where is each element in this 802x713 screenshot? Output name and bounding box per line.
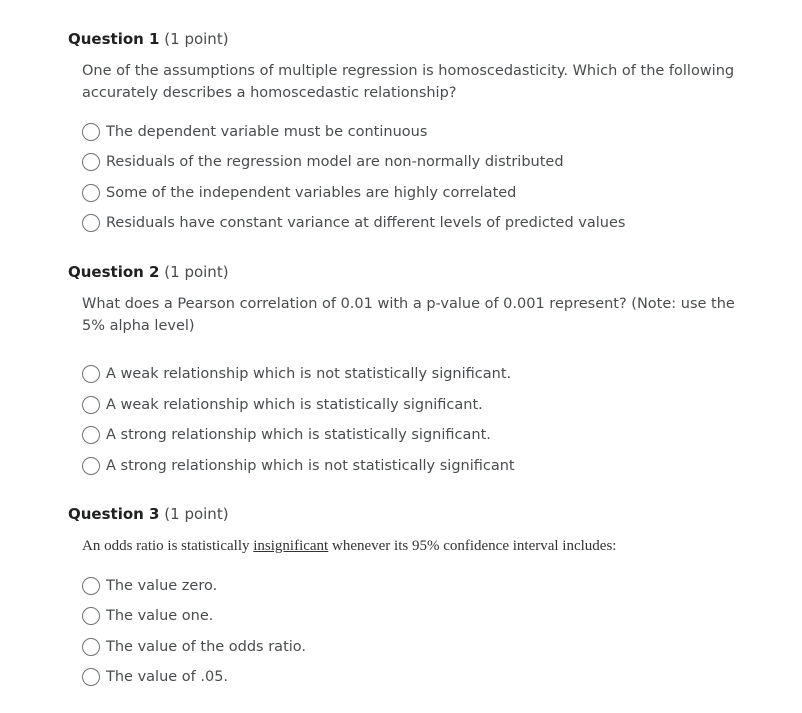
option-label: The value of the odds ratio. [106,639,307,655]
q1-option-3[interactable] [82,182,516,204]
q2-option-2[interactable] [82,394,483,416]
stem-text: An odds ratio is statistically [82,538,254,554]
option-label: Some of the independent variables are highly correlated [106,185,517,201]
option-label: The value one. [106,608,214,624]
question-label: Question 3 [68,505,160,523]
question-points: (1 point) [164,263,229,281]
question-1-title [68,29,229,49]
option-label: Residuals have constant variance at different levels of predicted values [106,215,626,231]
q2-option-3[interactable] [82,424,491,446]
q2-option-1[interactable] [82,363,511,385]
q1-option-4[interactable] [82,212,625,234]
radio-button[interactable] [82,365,100,383]
option-label: The dependent variable must be continuous [106,124,428,140]
question-3-stem [82,535,742,557]
q3-option-1[interactable] [82,575,217,597]
radio-button[interactable] [82,426,100,444]
option-label: Residuals of the regression model are non-normally distributed [106,154,564,170]
question-points: (1 point) [164,30,229,48]
question-3-title [68,504,229,524]
radio-button[interactable] [82,153,100,171]
radio-button[interactable] [82,668,100,686]
option-label: A weak relationship which is statistically significant. [106,397,483,413]
q1-option-1[interactable] [82,121,427,143]
q3-option-3[interactable] [82,636,306,658]
question-label: Question 1 [68,30,160,48]
radio-button[interactable] [82,638,100,656]
radio-button[interactable] [82,184,100,202]
q3-option-4[interactable] [82,666,228,688]
q2-option-4[interactable] [82,455,515,477]
option-label: The value of .05. [106,669,229,685]
stem-underlined-word: insignificant [253,538,329,554]
option-label: The value zero. [106,578,218,594]
question-label: Question 2 [68,263,160,281]
radio-button[interactable] [82,607,100,625]
radio-button[interactable] [82,396,100,414]
radio-button[interactable] [82,577,100,595]
question-2-title [68,262,229,282]
radio-button[interactable] [82,123,100,141]
option-label: A strong relationship which is not statistically significant [106,458,515,474]
question-points: (1 point) [164,505,229,523]
radio-button[interactable] [82,214,100,232]
question-1-stem: One of the assumptions of multiple regression is homoscedasticity. Which of the following accurately describes a homoscedastic relationship? [82,63,735,101]
option-label: A weak relationship which is not statistically significant. [106,366,512,382]
q1-option-2[interactable] [82,151,564,173]
stem-text: whenever its 95% confidence interval includes: [328,538,617,554]
radio-button[interactable] [82,457,100,475]
option-label: A strong relationship which is statistically significant. [106,427,491,443]
q3-option-2[interactable] [82,605,213,627]
question-2-stem: What does a Pearson correlation of 0.01 with a p-value of 0.001 represent? (Note: use the 5% alpha level) [82,296,735,334]
